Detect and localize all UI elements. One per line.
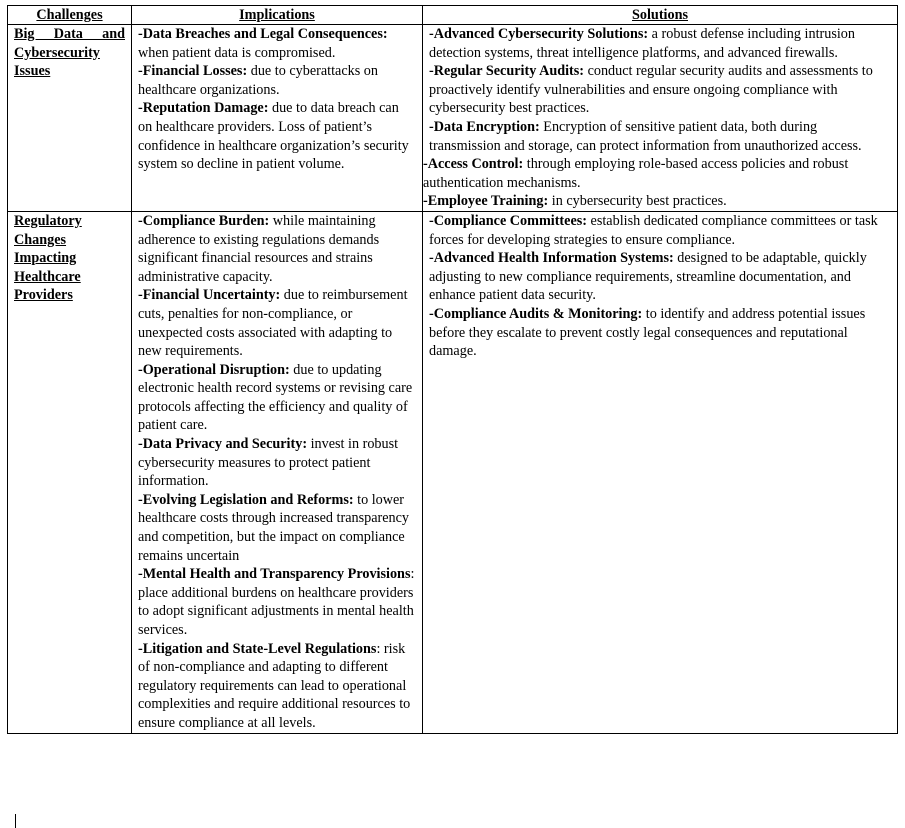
list-item	[429, 25, 891, 62]
item-term: -Compliance Committees:	[429, 212, 587, 229]
item-term: -Compliance Burden:	[138, 212, 270, 229]
list-item	[138, 99, 416, 173]
list-item	[423, 155, 891, 192]
text-cursor	[15, 814, 16, 828]
item-term: -Data Breaches and Legal Consequences:	[138, 26, 388, 42]
challenges-table	[7, 5, 898, 734]
list-item	[138, 361, 416, 435]
item-text: to identify and address potential issues before they escalate to prevent costly legal consequences and reputational damage.	[429, 305, 866, 360]
list-item	[423, 192, 891, 211]
list-item	[138, 25, 416, 62]
item-text: when patient data is compromised.	[138, 44, 336, 61]
item-term: -Data Privacy and Security:	[138, 436, 308, 453]
list-item	[429, 305, 891, 361]
item-term: -Advanced Cybersecurity Solutions:	[429, 26, 649, 42]
item-text: while maintaining adherence to existing regulations demands significant financial resources and strains administrative capacity.	[138, 212, 380, 285]
item-term: -Access Control:	[423, 156, 524, 173]
item-term: -Financial Losses:	[138, 63, 248, 80]
item-text: due to updating electronic health record systems or revising care protocols affecting the efficiency and quality of patient care.	[138, 361, 413, 434]
item-term: -Data Encryption:	[429, 118, 540, 135]
item-term: -Reputation Damage:	[138, 100, 269, 117]
header-implications: Implications	[132, 6, 423, 25]
item-text: : risk of non-compliance and adapting to different regulatory requirements can lead to operational complexities and require additional resources to ensure compliance at all levels.	[138, 640, 411, 731]
item-term: -Mental Health and Transparency Provisions	[138, 566, 411, 583]
item-text: due to cyberattacks on healthcare organizations.	[138, 63, 378, 98]
table-row	[8, 25, 898, 212]
item-term: -Employee Training:	[423, 193, 549, 210]
item-text: a robust defense including intrusion detection systems, threat intelligence platforms, and advanced firewalls.	[429, 26, 855, 61]
challenge-cell	[8, 211, 132, 733]
item-text: due to reimbursement cuts, penalties for non-compliance, or unexpected costs associated with adapting to new requirements.	[138, 287, 408, 360]
item-text: in cybersecurity best practices.	[548, 193, 727, 210]
item-term: -Operational Disruption:	[138, 361, 290, 378]
item-text: : place additional burdens on healthcare providers to adopt significant adjustments in mental health services.	[138, 566, 415, 638]
list-item	[429, 62, 891, 118]
list-item	[429, 249, 891, 305]
item-term: -Financial Uncertainty:	[138, 287, 281, 304]
list-item	[429, 212, 891, 249]
header-challenges: Challenges	[8, 6, 132, 25]
item-text: conduct regular security audits and assessments to proactively identify vulnerabilities and ensure ongoing compliance with cybersecurity best practices.	[429, 63, 873, 117]
header-solutions: Solutions	[423, 6, 898, 25]
item-term: -Litigation and State-Level Regulations	[138, 640, 377, 657]
item-text: to lower healthcare costs through increased transparency and competition, but the impact on compliance remains uncertain	[138, 491, 410, 564]
solutions-cell	[423, 211, 898, 733]
list-item	[138, 491, 416, 565]
item-text: establish dedicated compliance committees or task forces for developing strategies to ensure compliance.	[429, 212, 878, 248]
implications-cell	[132, 211, 423, 733]
item-text: through employing role-based access policies and robust authentication mechanisms.	[423, 156, 849, 191]
item-text: Encryption of sensitive patient data, both during transmission and storage, can protect information from unauthorized access.	[429, 118, 862, 154]
implications-cell	[132, 25, 423, 212]
table-row	[8, 211, 898, 733]
list-item	[138, 565, 416, 639]
list-item	[138, 435, 416, 491]
item-term: -Evolving Legislation and Reforms:	[138, 491, 354, 508]
list-item	[138, 286, 416, 360]
item-term: -Regular Security Audits:	[429, 63, 585, 80]
list-item	[138, 62, 416, 99]
solutions-cell	[423, 25, 898, 212]
item-text: due to data breach can on healthcare providers. Loss of patient’s confidence in healthcare organization’s security system so decline in patient volume.	[138, 100, 409, 173]
challenge-title: Regulatory Changes Impacting Healthcare Providers	[14, 212, 82, 304]
item-text: designed to be adaptable, quickly adjusting to new compliance requirements, streamline documentation, and enhance patient data security.	[429, 250, 867, 304]
challenge-title: Big Data and Cybersecurity Issues	[14, 26, 125, 80]
item-term: -Advanced Health Information Systems:	[429, 250, 674, 267]
item-term: -Compliance Audits & Monitoring:	[429, 305, 643, 322]
item-text: invest in robust cybersecurity measures to protect patient information.	[138, 436, 399, 490]
list-item	[138, 212, 416, 286]
challenge-cell	[8, 25, 132, 212]
list-item	[138, 640, 416, 733]
header-row	[8, 6, 898, 25]
list-item	[429, 118, 891, 155]
